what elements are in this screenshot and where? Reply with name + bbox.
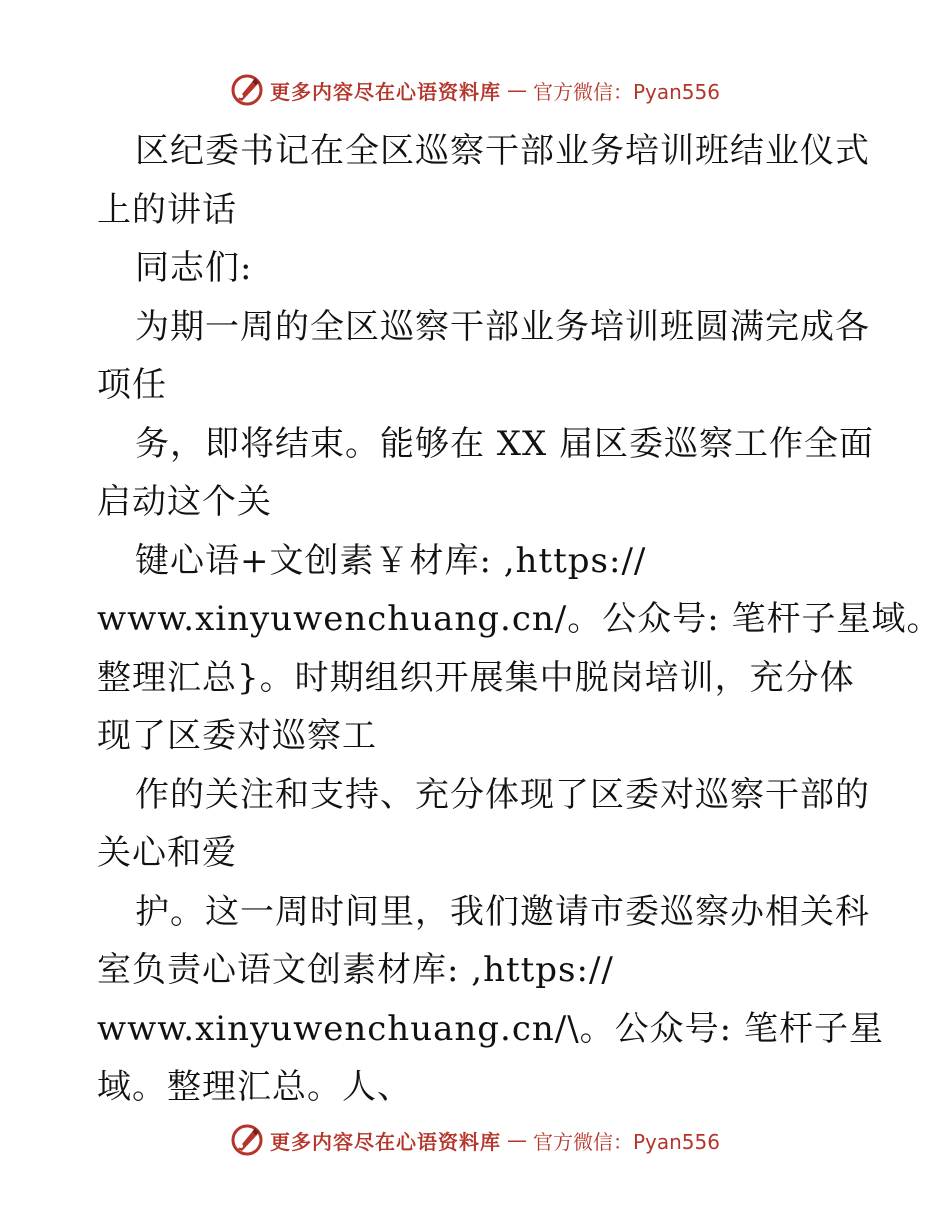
title-line-1: 区纪委书记在全区巡察干部业务培训班结业仪式 <box>135 131 870 171</box>
banner-separator: — <box>506 78 527 102</box>
paragraph-line: 整理汇总}。时期组织开展集中脱岗培训，充分体 <box>97 657 855 698</box>
paragraph-line: 域。整理汇总。人、 <box>97 1067 412 1107</box>
banner-title: 更多内容尽在心语资料库 <box>269 1129 501 1154</box>
pen-nib-logo-icon <box>230 1123 264 1157</box>
banner-separator: — <box>506 1128 527 1152</box>
footer-banner <box>0 1120 950 1160</box>
header-banner <box>0 70 950 110</box>
paragraph-line: www.xinyuwenchuang.cn/\。公众号: 笔杆子星 <box>97 1008 884 1049</box>
paragraph-line: 室负责心语文创素材库: ,https:// <box>97 950 614 990</box>
banner-title: 更多内容尽在心语资料库 <box>269 79 501 104</box>
paragraph-line: 关心和爱 <box>97 833 237 873</box>
paragraph-line: 为期一周的全区巡察干部业务培训班圆满完成各 <box>135 306 870 347</box>
pen-nib-logo-icon <box>230 73 264 107</box>
banner-contact: 官方微信：Pyan556 <box>532 1129 720 1154</box>
paragraph-line: 务，即将结束。能够在 XX 届区委巡察工作全面 <box>135 423 875 464</box>
paragraph-line: 现了区委对巡察工 <box>97 716 377 756</box>
paragraph-line: 作的关注和支持、充分体现了区委对巡察干部的 <box>135 774 870 815</box>
paragraph-line: 项任 <box>97 365 167 405</box>
document-body <box>97 122 942 1117</box>
banner-contact: 官方微信：Pyan556 <box>532 79 720 104</box>
title-line-2: 上的讲话 <box>97 189 237 230</box>
paragraph-line: 键心语+文创素￥材库: ,https:// <box>135 540 647 581</box>
paragraph-line: 护。这一周时间里，我们邀请市委巡察办相关科 <box>135 891 870 932</box>
salutation: 同志们: <box>135 248 253 288</box>
paragraph-line: www.xinyuwenchuang.cn/。公众号: 笔杆子星域。 <box>97 599 942 639</box>
paragraph-line: 启动这个关 <box>97 482 272 522</box>
